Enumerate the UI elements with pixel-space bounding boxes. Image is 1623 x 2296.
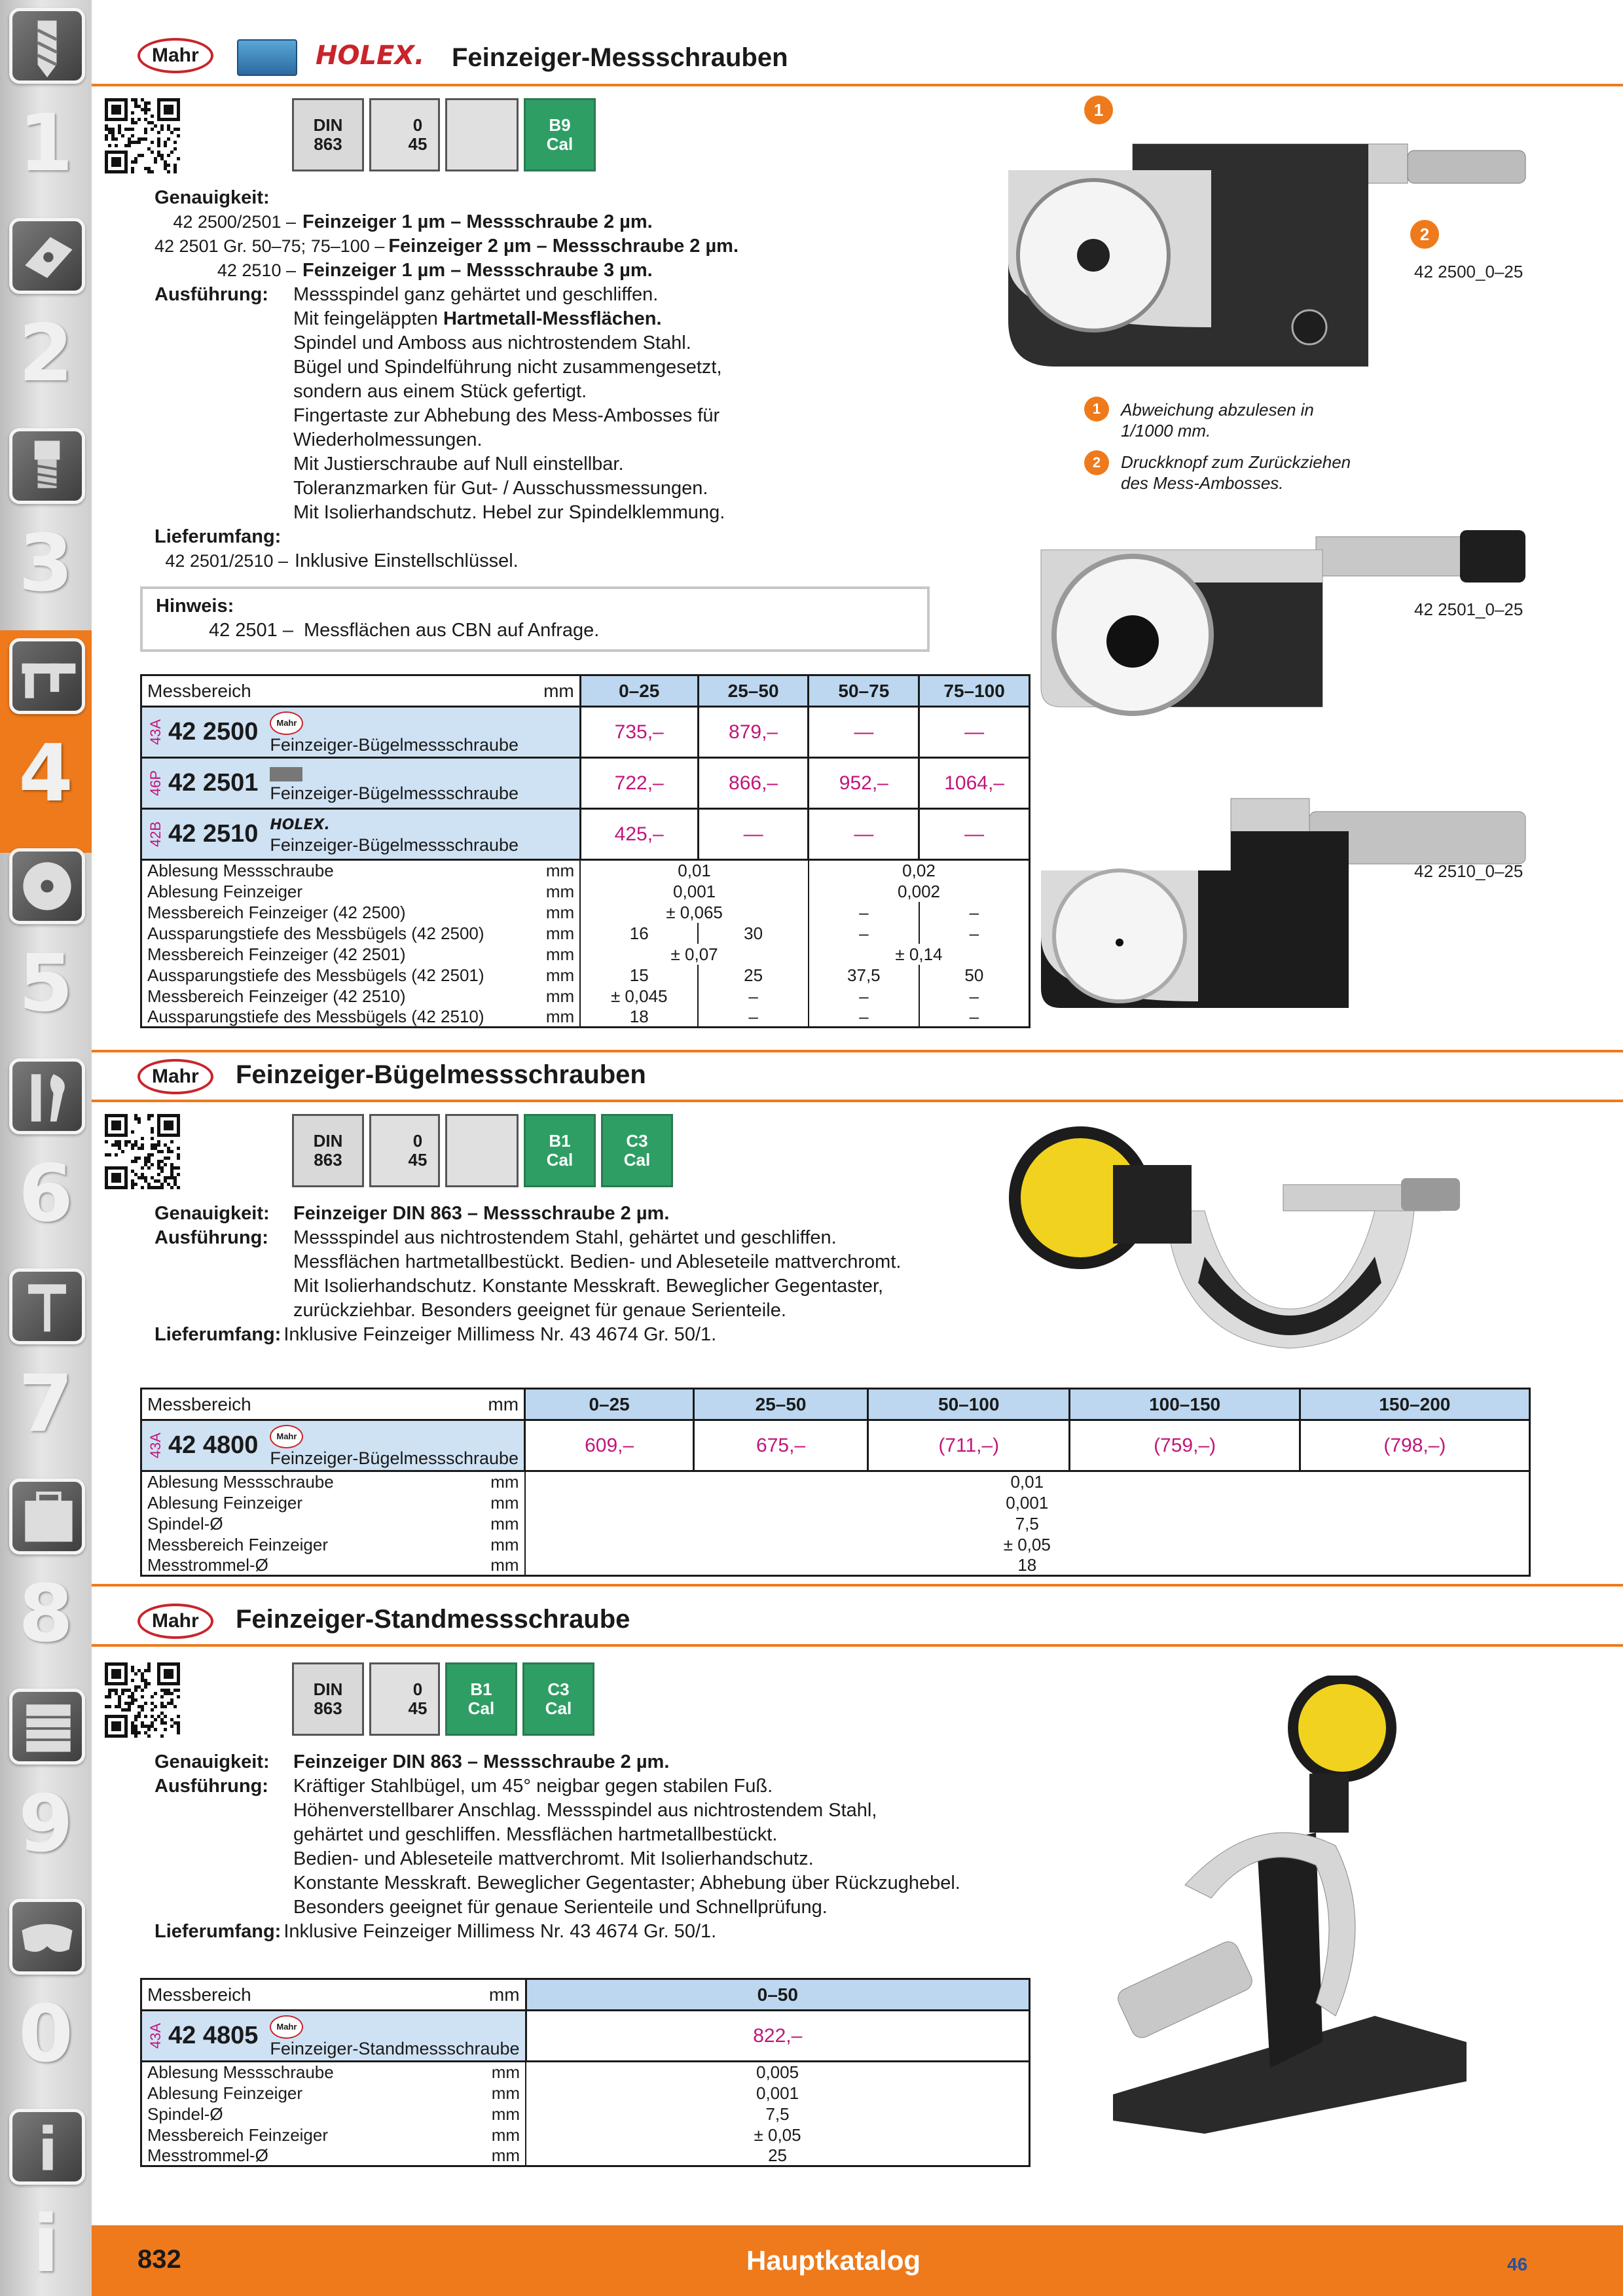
spec-row: Ablesung Messschraube mm 0,01 (141, 1471, 1530, 1492)
angle-0-45-icon: 0 45 (369, 98, 440, 171)
chapter-rail (0, 0, 92, 2296)
head-unit: mm (533, 675, 580, 707)
qr-code-icon[interactable] (105, 1114, 180, 1189)
chapter-tab-3[interactable] (0, 420, 92, 630)
head-range: 0–25 (580, 675, 698, 707)
execution-line: Spindel und Amboss aus nichtrostendem Stahl. (293, 332, 691, 353)
chapter-tab-i[interactable] (0, 2101, 92, 2296)
execution-line: gehärtet und geschliffen. Messflächen hartmetallbestückt. (293, 1824, 778, 1845)
chapter-tab-6[interactable] (0, 1050, 92, 1260)
image-caption: 42 2501_0–25 (1414, 600, 1523, 619)
angle-0-45-icon: 0 45 (369, 1662, 440, 1736)
chapter-number: 7 (18, 1359, 73, 1450)
execution-line: Mit Isolierhandschutz. Konstante Messkraft. Beweglicher Gegentaster, (293, 1276, 884, 1297)
execution-line: zurückziehbar. Besonders geeignet für genaue Serienteile. (293, 1300, 786, 1321)
head-messbereich: Messbereich (141, 1389, 483, 1420)
calibration-badge-b1: B1 Cal (445, 1662, 517, 1736)
callout-2-badge: 2 (1410, 220, 1439, 249)
execution-line: Bügel und Spindelführung nicht zusammengesetzt, (293, 357, 722, 378)
chapter-number: i (32, 2199, 60, 2290)
image-caption: 42 2510_0–25 (1414, 861, 1523, 881)
calibration-badge-c3: C3 Cal (601, 1114, 673, 1187)
chapter-number: 3 (18, 518, 73, 609)
saw-blade-icon (9, 848, 85, 924)
mahr-logo: Mahr (137, 1059, 213, 1094)
chapter-tab-0[interactable] (0, 1891, 92, 2100)
spec-row: Messtrommel-Ø mm 18 (141, 1555, 1530, 1576)
spec-text: Genauigkeit: Feinzeiger DIN 863 – Messschraube 2 µm. Ausführung: Kräftiger Stahlbügel, um 45° neigbar gegen stabilen Fuß. Höhenverstellbarer Anschlag. Messspindel aus nichtrostendem Stahl, gehärtet und geschliffen. Messflächen hartmetallbestückt. Bedien- und Ableseteile mattverchromt. Mit Isolierhandschutz. Konstante Messkraft. Beweglicher Gegentaster; Abhebung über Rückzughebel. Besonders geeignet für genaue Serienteile und Schnellprüfung. Lieferumfang: Inklusive Feinzeiger Millimess Nr. 43 4674 Gr. 50/1. (155, 1751, 960, 1942)
bench-micrometer-424805-image (1100, 1676, 1480, 2134)
note-2-badge: 2 (1084, 450, 1109, 475)
head-range: 25–50 (694, 1389, 868, 1420)
execution-line: Messflächen hartmetallbestückt. Bedien- und Ableseteile mattverchromt. (293, 1251, 902, 1272)
product-cell[interactable]: 43A 42 4805 Mahr Feinzeiger-Standmessschraube (141, 2011, 526, 2062)
product-cell[interactable]: 43A 42 4800 Mahr Feinzeiger-Bügelmessschraube (141, 1420, 525, 1471)
head-range: 50–100 (867, 1389, 1070, 1420)
price-cell: 879,– (698, 707, 809, 758)
workshop-cabinet-icon (9, 1689, 85, 1765)
head-range: 75–100 (919, 675, 1030, 707)
price-cell: — (809, 707, 919, 758)
chapter-tab-2[interactable] (0, 210, 92, 420)
micrometer-424800-image (1008, 1126, 1467, 1361)
section-divider (92, 1100, 1623, 1102)
price-cell: 675,– (694, 1420, 868, 1471)
price-cell: (711,–) (867, 1420, 1070, 1471)
section-divider (92, 1050, 1623, 1052)
head-range: 150–200 (1300, 1389, 1529, 1420)
execution-line: sondern aus einem Stück gefertigt. (293, 381, 587, 402)
section-divider (92, 1644, 1623, 1647)
note-1-text: Abweichung abzulesen in 1/1000 mm. (1121, 400, 1314, 440)
execution-line: Besonders geeignet für genaue Serienteile und Schnellprüfung. (293, 1897, 828, 1918)
spec-row: Aussparungstiefe des Messbügels (42 2500) mm 16 30 – – (141, 923, 1030, 944)
chapter-number: 9 (18, 1779, 73, 1870)
spec-row: Messbereich Feinzeiger (42 2501) mm ± 0,07 ± 0,14 (141, 944, 1030, 965)
product-cell[interactable]: 43A 42 2500 Mahr Feinzeiger-Bügelmessschraube (141, 707, 581, 758)
price-cell: 1064,– (919, 758, 1030, 809)
head-range: 0–25 (525, 1389, 694, 1420)
calibration-badge-c3: C3 Cal (522, 1662, 594, 1736)
execution-line: Messspindel aus nichtrostendem Stahl, gehärtet und geschliffen. (293, 1227, 837, 1248)
execution-line: Bedien- und Ableseteile mattverchromt. Mit Isolierhandschutz. (293, 1848, 814, 1869)
chapter-tab-7[interactable] (0, 1261, 92, 1470)
chapter-number: 4 (18, 728, 73, 819)
din-863-badge: DIN 863 (292, 1662, 364, 1736)
head-range: 25–50 (698, 675, 809, 707)
din-863-badge: DIN 863 (292, 98, 364, 171)
head-messbereich: Messbereich (141, 1979, 484, 2011)
qr-code-icon[interactable] (105, 98, 180, 173)
case-icon (445, 1114, 519, 1187)
note-1-badge: 1 (1084, 397, 1109, 422)
case-icon (445, 98, 519, 171)
price-cell: 425,– (580, 809, 698, 860)
spec-row: Messbereich Feinzeiger mm ± 0,05 (141, 1534, 1530, 1555)
feature-boxes (292, 98, 596, 171)
execution-line: Höhenverstellbarer Anschlag. Messspindel aus nichtrostendem Stahl, (293, 1800, 877, 1821)
spec-row: Aussparungstiefe des Messbügels (42 2510) mm 18 – – – (141, 1007, 1030, 1028)
execution-line: Messspindel ganz gehärtet und geschliffen. (293, 284, 659, 305)
section-divider (92, 84, 1623, 86)
qr-code-icon[interactable] (105, 1662, 180, 1738)
feature-boxes (292, 1662, 594, 1736)
safety-goggles-icon (9, 1899, 85, 1975)
head-unit: mm (483, 1389, 524, 1420)
caliper-icon (9, 638, 85, 714)
calibration-badge-b1: B1 Cal (524, 1114, 596, 1187)
price-cell: — (809, 809, 919, 860)
table-row[interactable] (141, 707, 1030, 758)
mahr-logo: Mahr (137, 38, 213, 73)
execution-line: Mit Isolierhandschutz. Hebel zur Spindelklemmung. (293, 502, 725, 523)
execution-line: Kräftiger Stahlbügel, um 45° neigbar gegen stabilen Fuß. (293, 1776, 773, 1797)
head-messbereich: Messbereich (141, 675, 534, 707)
table-row[interactable] (141, 2011, 1030, 2062)
price-cell: (798,–) (1300, 1420, 1529, 1471)
execution-line: Toleranzmarken für Gut- / Ausschussmessungen. (293, 478, 708, 499)
hint-box: Hinweis: 42 2501 – Messflächen aus CBN auf Anfrage. (140, 586, 930, 652)
execution-line: Fingertaste zur Abhebung des Mess-Ambosses für (293, 405, 720, 426)
head-range: 0–50 (526, 1979, 1029, 2011)
spec-row: Messbereich Feinzeiger (42 2500) mm ± 0,065 – – (141, 902, 1030, 923)
catalog-title: Hauptkatalog (746, 2245, 921, 2276)
table-row[interactable] (141, 1420, 1530, 1471)
head-unit: mm (484, 1979, 526, 2011)
pliers-icon (9, 1268, 85, 1344)
section-title: Feinzeiger-Bügelmessschrauben (236, 1060, 646, 1089)
tap-tool-icon (9, 428, 85, 504)
price-cell: 952,– (809, 758, 919, 809)
spec-row: Messtrommel-Ø mm 25 (141, 2145, 1030, 2166)
table-row[interactable] (141, 758, 1030, 809)
calibration-badge-b9: B9 Cal (524, 98, 596, 171)
spec-row: Messbereich Feinzeiger mm ± 0,05 (141, 2125, 1030, 2145)
chapter-number: 6 (18, 1149, 73, 1240)
table-row[interactable] (141, 809, 1030, 860)
price-cell: (759,–) (1070, 1420, 1300, 1471)
angle-0-45-icon: 0 45 (369, 1114, 440, 1187)
page-footer (92, 2225, 1623, 2296)
execution-line: Konstante Messkraft. Beweglicher Gegentaster; Abhebung über Rückzughebel. (293, 1873, 960, 1893)
price-cell: 822,– (526, 2011, 1029, 2062)
spec-text: Genauigkeit: 42 2500/2501 – Feinzeiger 1 µm – Messschraube 2 µm. 42 2501 Gr. 50–75; 75–100 – Feinzeiger 2 µm – Messschraube 2 µm. 42 2510 – Feinzeiger 1 µm – Messschraube 3 µm. Ausführung: Messspindel ganz gehärtet und geschliffen. Mit feingeläppten Hartmetall-Messflächen. Spindel und Amboss aus nichtrostendem Stahl. Bügel und Spindelführung nicht zusammengesetzt, sondern aus einem Stück gefertigt. Fingertaste zur Abhebung des Mess-Ambosses für Wiederholmessungen. Mit Justierschraube auf Null einstellbar. Toleranzmarken für Gut- / Ausschussmessungen. Mit Isolierhandschutz. Hebel zur Spindelklemmung. Lieferumfang: 42 2501/2510 – Inklusive Einstellschlüssel. (155, 187, 739, 571)
section-title: Feinzeiger-Messschrauben (452, 43, 788, 72)
steinmeyer-logo (237, 39, 297, 76)
product-cell[interactable]: 46P 42 2501 Feinzeiger-Bügelmessschraube (141, 758, 581, 809)
feature-boxes (292, 1114, 673, 1187)
chapter-number: 8 (18, 1569, 73, 1660)
head-range: 50–75 (809, 675, 919, 707)
drill-bit-icon (9, 8, 85, 84)
micrometer-422510-image (1034, 792, 1545, 1008)
mahr-logo: Mahr (137, 1604, 213, 1639)
product-cell[interactable]: 42B 42 2510 HOLEX. Feinzeiger-Bügelmessschraube (141, 809, 581, 860)
chapter-tab-9[interactable] (0, 1681, 92, 1890)
execution-line: Wiederholmessungen. (293, 429, 483, 450)
chapter-tab-4[interactable] (0, 630, 92, 853)
execution-line: Mit feingeläppten Hartmetall-Messflächen. (293, 308, 662, 329)
tool-case-icon (9, 1479, 85, 1554)
price-cell: 866,– (698, 758, 809, 809)
chapter-number: 0 (18, 1989, 73, 2080)
price-cell: — (919, 809, 1030, 860)
price-table-2 (140, 1388, 1531, 1577)
spec-row: Messbereich Feinzeiger (42 2510) mm ± 0,045 – – – (141, 986, 1030, 1007)
page-sub-number: 46 (1507, 2254, 1528, 2274)
spec-row: Ablesung Feinzeiger mm 0,001 (141, 2083, 1030, 2104)
spec-row: Spindel-Ø mm 7,5 (141, 1513, 1530, 1534)
chapter-number: 5 (18, 939, 73, 1030)
spec-row: Ablesung Messschraube mm 0,01 0,02 (141, 860, 1030, 881)
price-cell: — (919, 707, 1030, 758)
chapter-number: 2 (18, 308, 73, 399)
steinmeyer-brand-icon (270, 767, 302, 781)
price-cell: 735,– (580, 707, 698, 758)
section-title: Feinzeiger-Standmessschraube (236, 1605, 630, 1634)
chapter-tab-1[interactable] (0, 0, 92, 209)
micrometer-422501-image (1034, 524, 1545, 720)
price-table-3 (140, 1978, 1030, 2167)
din-863-badge: DIN 863 (292, 1114, 364, 1187)
note-2-text: Druckknopf zum Zurückziehen des Mess-Ambosses. (1121, 452, 1351, 493)
image-caption: 42 2500_0–25 (1414, 262, 1523, 281)
spec-row: Aussparungstiefe des Messbügels (42 2501) mm 15 25 37,5 50 (141, 965, 1030, 986)
chapter-tab-8[interactable] (0, 1471, 92, 1680)
chapter-tab-5[interactable] (0, 840, 92, 1050)
chapter-number: 1 (18, 98, 73, 189)
price-cell: 609,– (525, 1420, 694, 1471)
info-icon (9, 2109, 85, 2185)
spec-row: Ablesung Feinzeiger mm 0,001 (141, 1492, 1530, 1513)
milling-insert-icon (9, 218, 85, 294)
price-cell: 722,– (580, 758, 698, 809)
spec-row: Ablesung Feinzeiger mm 0,001 0,002 (141, 881, 1030, 902)
spec-text: Genauigkeit: Feinzeiger DIN 863 – Messschraube 2 µm. Ausführung: Messspindel aus nichtrostendem Stahl, gehärtet und geschliffen. Messflächen hartmetallbestückt. Bedien- und Ableseteile mattverchromt. Mit Isolierhandschutz. Konstante Messkraft. Beweglicher Gegentaster, zurückziehbar. Besonders geeignet für genaue Serienteile. Lieferumfang: Inklusive Feinzeiger Millimess Nr. 43 4674 Gr. 50/1. (155, 1203, 902, 1345)
section-divider (92, 1584, 1623, 1587)
head-range: 100–150 (1070, 1389, 1300, 1420)
holex-logo: HOLEX. (316, 41, 425, 71)
execution-line: Mit Justierschraube auf Null einstellbar. (293, 454, 624, 475)
page-number: 832 (137, 2245, 181, 2274)
price-table-1 (140, 674, 1030, 1028)
spec-row: Ablesung Messschraube mm 0,005 (141, 2062, 1030, 2083)
callout-1-badge: 1 (1084, 96, 1113, 124)
price-cell: — (698, 809, 809, 860)
wrench-icon (9, 1058, 85, 1134)
spec-row: Spindel-Ø mm 7,5 (141, 2104, 1030, 2125)
